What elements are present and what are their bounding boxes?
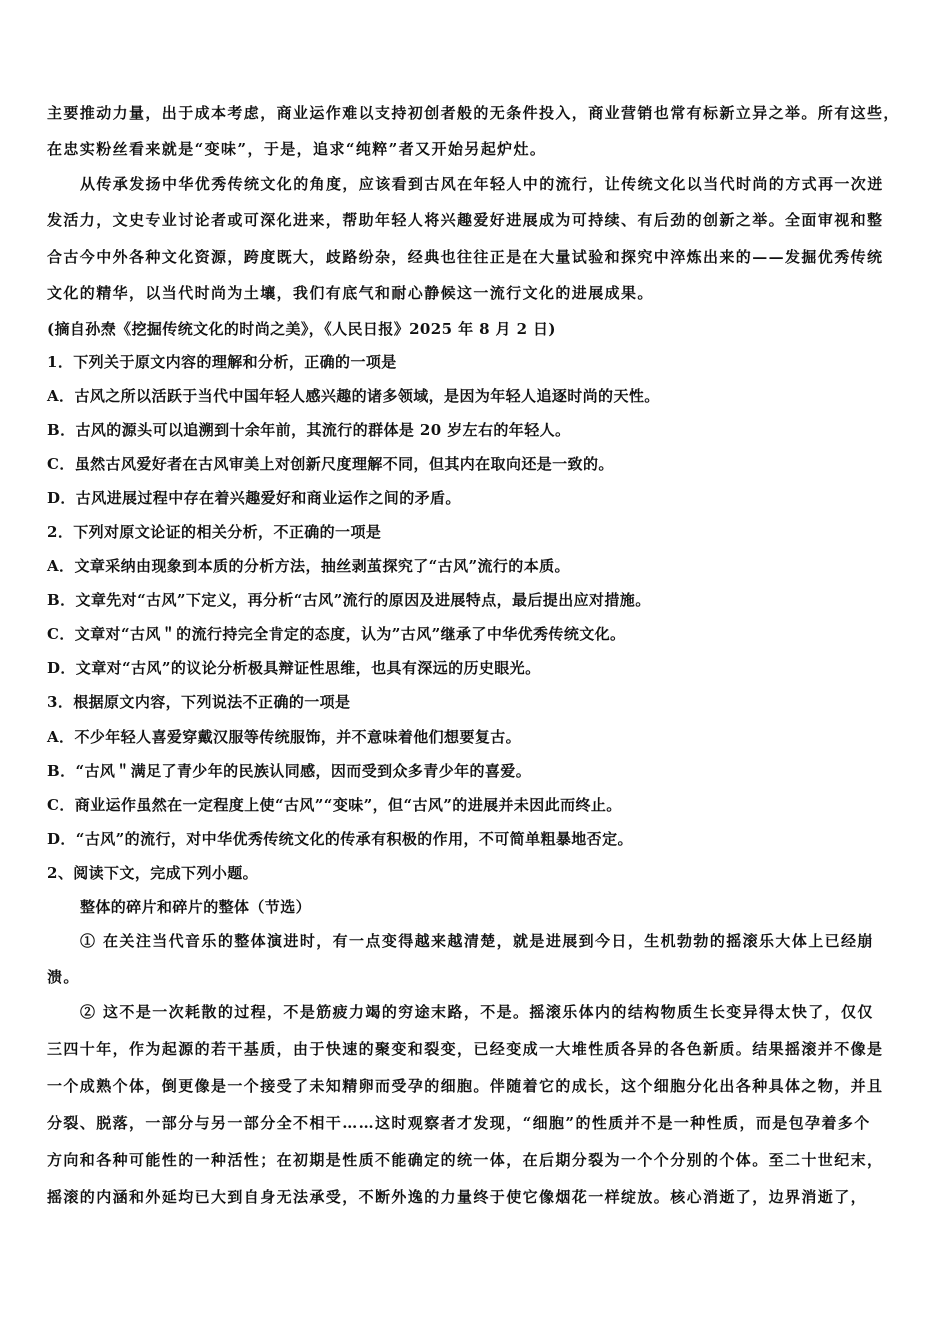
passage-line: 发活力，文史专业讨论者或可深化进来，帮助年轻人将兴趣爱好进展成为可持续、有后劲的创新之举。全面审视和整: [47, 211, 884, 229]
passage-line: 文化的精华，以当代时尚为土壤，我们有底气和耐心静候这一流行文化的进展成果。: [47, 284, 654, 302]
passage-line: 摇滚的内涵和外延均已大到自身无法承受，不断外逸的力量终于使它像烟花一样绽放。核心消逝了，边界消逝了，: [47, 1188, 868, 1206]
option-a: A．不少年轻人喜爱穿戴汉服等传统服饰，并不意味着他们想要复古。: [47, 728, 522, 746]
option-b: B．“古风＂满足了青少年的民族认同感，因而受到众多青少年的喜爱。: [47, 762, 532, 780]
option-a: A．古风之所以活跃于当代中国年轻人感兴趣的诸多领域，是因为年轻人追逐时尚的天性。: [47, 387, 660, 405]
passage-line: 从传承发扬中华优秀传统文化的角度，应该看到古风在年轻人中的流行，让传统文化以当代时尚的方式再一次迸: [80, 175, 884, 193]
passage-line: 在忠实粉丝看来就是“变味”，于是，追求“纯粹”者又开始另起炉灶。: [47, 140, 547, 158]
question-stem: 1．下列关于原文内容的理解和分析，正确的一项是: [47, 353, 397, 371]
option-d: D．“古风”的流行，对中华优秀传统文化的传承有积极的作用，不可简单粗暴地否定。: [47, 830, 633, 848]
option-b: B．文章先对“古风”下定义，再分析“古风”流行的原因及进展特点，最后提出应对措施。: [47, 591, 651, 609]
option-d: D．文章对“古风”的议论分析极具辩证性思维，也具有深远的历史眼光。: [47, 659, 541, 677]
passage-line: 溃。: [47, 968, 80, 986]
option-a: A．文章采纳由现象到本质的分析方法，抽丝剥茧探究了“古风”流行的本质。: [47, 557, 570, 575]
question-stem: 2．下列对原文论证的相关分析，不正确的一项是: [47, 523, 382, 541]
option-c: C．虽然古风爱好者在古风审美上对创新尺度理解不同，但其内在取向还是一致的。: [47, 455, 614, 473]
source-citation: (摘自孙焘《挖掘传统文化的时尚之美》，《人民日报》2025 年 8 月 2 日): [47, 320, 556, 338]
passage-line: 三四十年，作为起源的若干基质，由于快速的聚变和裂变，已经变成一大堆性质各异的各色新质。结果摇滚并不像是: [47, 1040, 884, 1058]
question-stem: 3．根据原文内容，下列说法不正确的一项是: [47, 693, 351, 711]
option-c: C．商业运作虽然在一定程度上使“古风”“变味”，但“古风”的进展并未因此而终止。: [47, 796, 622, 814]
passage-line: ① 在关注当代音乐的整体演进时，有一点变得越来越清楚，就是进展到今日，生机勃勃的摇滚乐大体上已经崩: [80, 932, 874, 950]
passage-line: 分裂、脱落，一部分与另一部分全不相干……这时观察者才发现，“细胞”的性质并不是一种性质，而是包孕着多个: [47, 1114, 871, 1132]
passage-line: ② 这不是一次耗散的过程，不是筋疲力竭的穷途末路，不是。摇滚乐体内的结构物质生长变异得太快了，仅仅: [80, 1003, 874, 1021]
option-d: D．古风进展过程中存在着兴趣爱好和商业运作之间的矛盾。: [47, 489, 461, 507]
passage-line: 合古今中外各种文化资源，跨度既大，歧路纷杂，经典也往往正是在大量试验和探究中淬炼出来的——发掘优秀传统: [47, 248, 884, 266]
passage-title: 整体的碎片和碎片的整体（节选）: [80, 898, 312, 916]
passage-line: 一个成熟个体，倒更像是一个接受了未知精卵而受孕的细胞。伴随着它的成长，这个细胞分化出各种具体之物，并且: [47, 1077, 884, 1095]
section-heading: 2、阅读下文，完成下列小题。: [47, 864, 259, 882]
option-c: C．文章对“古风＂的流行持完全肯定的态度，认为”古风”继承了中华优秀传统文化。: [47, 625, 626, 643]
passage-line: 方向和各种可能性的一种活性；在初期是性质不能确定的统一体，在后期分裂为一个个分别的个体。至二十世纪末，: [47, 1151, 884, 1169]
passage-line: 主要推动力量，出于成本考虑，商业运作难以支持初创者般的无条件投入，商业营销也常有标新立异之举。所有这些，: [47, 104, 900, 122]
option-b: B．古风的源头可以追溯到十余年前，其流行的群体是 20 岁左右的年轻人。: [47, 421, 571, 439]
